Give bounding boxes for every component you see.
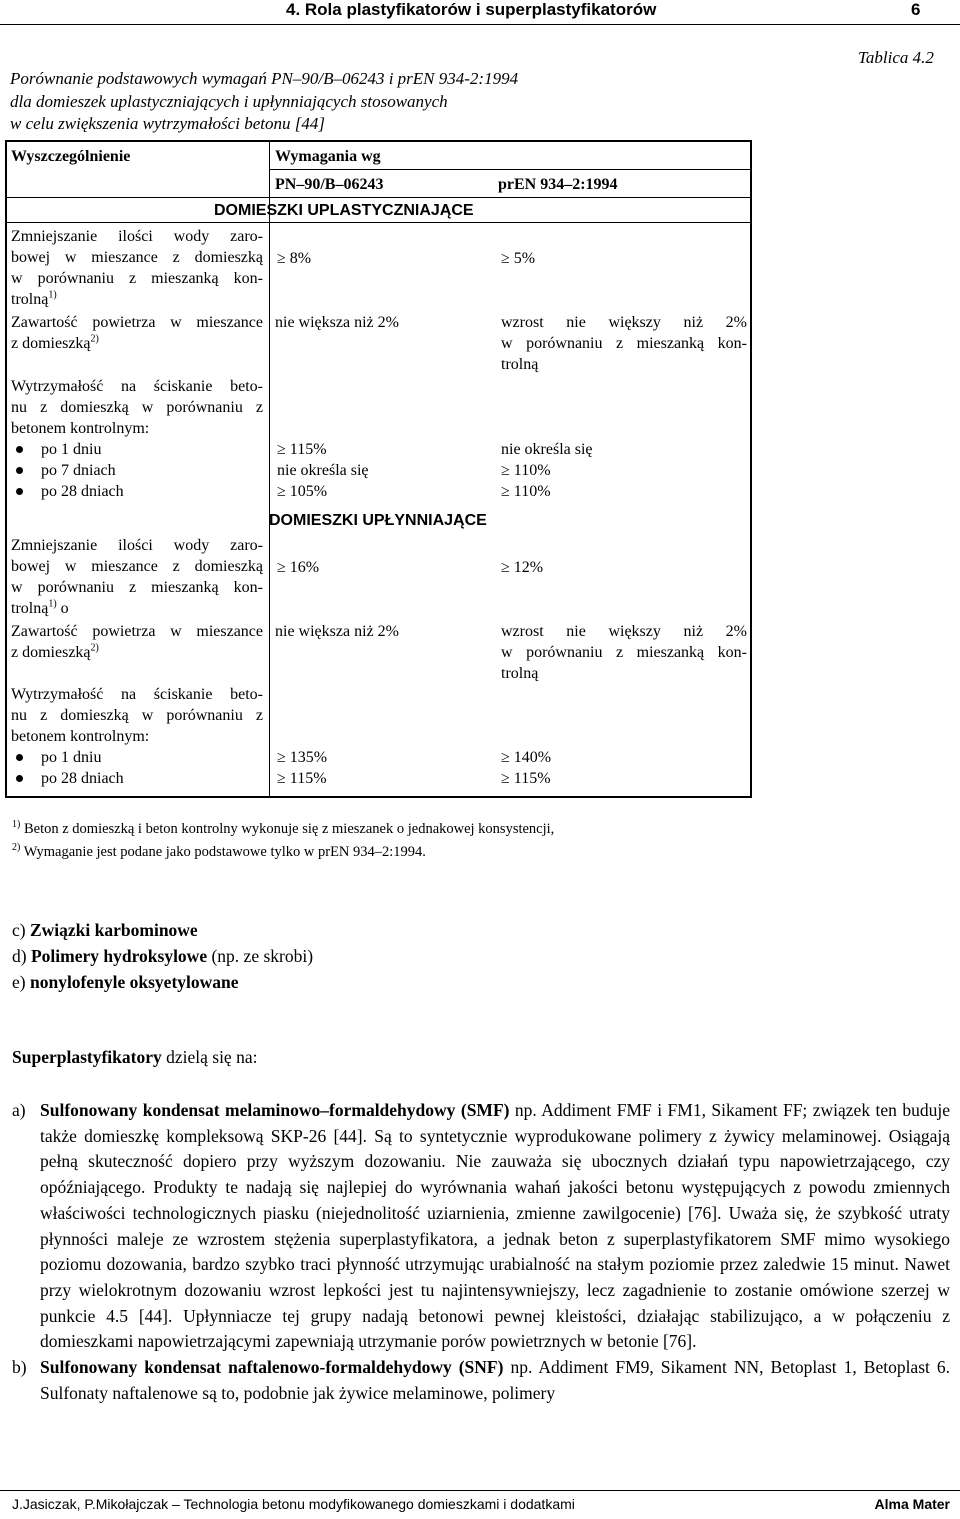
strength-pren-values: nie określa się ≥ 110% ≥ 110%: [501, 441, 593, 500]
column-divider: [269, 142, 270, 798]
standard-pn: PN–90/B–06243: [275, 176, 384, 193]
age-item: po 7 dniach: [11, 460, 263, 481]
section-divider: [7, 222, 750, 223]
caption-line: dla domieszek uplastyczniających i upłynniających stosowanych: [10, 91, 448, 111]
row-compressive-strength: Wytrzymałość na ściskanie beto- nu z domieszką w porównaniu z betonem kontrolnym: po 1 dniu po 7 dniach po 28 dniach: [11, 378, 263, 500]
age-item: po 28 dniach: [11, 768, 263, 789]
header-rule: [0, 24, 960, 25]
col-header-item: Wyszczególnienie: [11, 148, 131, 165]
page-number: 6: [911, 0, 921, 19]
row-air-content: Zawartość powietrza w mieszance z domieszką$^{2)}$: [11, 314, 263, 352]
requirements-table: [5, 140, 752, 798]
caption-line: Porównanie podstawowych wymagań PN–90/B–06243 i prEN 934-2:1994: [10, 69, 519, 88]
water-pren-value: ≥ 12%: [501, 559, 544, 576]
air-pren-value: wzrost nie większy niż 2% w porównaniu z mieszanką kon- trolną: [501, 623, 747, 682]
running-header-title: 4. Rola plastyfikatorów i superplastyfikatorów: [286, 0, 657, 19]
table-footnotes: [12, 818, 554, 864]
superplasticizer-list: [12, 1098, 950, 1406]
caption-line: w celu zwiększenia wytrzymałości betonu [44]: [10, 114, 325, 133]
row-air-content: Zawartość powietrza w mieszance z domieszką$^{2)}$: [11, 623, 263, 661]
standard-pren: prEN 934–2:1994: [498, 176, 618, 193]
section-heading-superplasticizers: DOMIESZKI UPŁYNNIAJĄCE: [269, 512, 487, 529]
air-pn-value: nie większa niż 2%: [275, 623, 399, 640]
list-item: a) Sulfonowany kondensat melaminowo–formaldehydowy (SMF) np. Addiment FMF i FM1, Sikament FF; związek ten buduje także domieszkę kompleksową SKP-26 [44]. Są to syntetycznie wyprodukowane polimery z żywicy melaminowej. Osiągają pełną skuteczność dopiero przy wyższym dozowaniu. Nie zauważa się ubocznych działań typu napowietrzającego, czy opóźniającego. Produkty te nadają się najlepiej do wyrównania wahań jakości betonu występujących z powodu zmiennych właściwości technologicznych piasku (niejednolitość uziarnienia, zmienne zawilgocenie) [76]. Uważa się, że szybkość utraty płynności maleje ze wzrostem stężenia superplastyfikatora, a jednak beton z superplastyfikatorem SMF mimo wysokiego poziomu dozowania, bardzo szybko traci płynność utrzymując urabialność na stałym poziomie przez zaledwie 15 minut. Nawet przy wielokrotnym dozowaniu wzrost lepkości jest tu najintensywniejszy, lecz zagadnienie to zostanie omówione szerzej w punkcie 4.5 [44]. Upłynniacze tej grupy nadają betonowi pewnej kleistości, działając stabilizująco, a w połączeniu z domieszkami napowietrzającymi zapewniają utrzymanie porów powietrznych w betonie [76].: [12, 1100, 950, 1352]
footer-publisher: Alma Mater: [874, 1496, 950, 1512]
water-pn-value: ≥ 8%: [277, 250, 312, 267]
header-divider: [269, 169, 750, 170]
water-pren-value: ≥ 5%: [501, 250, 536, 267]
footer-rule: [0, 1490, 960, 1491]
air-pn-value: nie większa niż 2%: [275, 314, 399, 331]
list-item: d) Polimery hydroksylowe (np. ze skrobi): [12, 946, 314, 966]
table-caption: [10, 68, 518, 136]
age-item: po 1 dniu: [11, 439, 263, 460]
water-pn-value: ≥ 16%: [277, 559, 320, 576]
header-divider: [7, 197, 750, 198]
age-item: po 1 dniu: [11, 747, 263, 768]
list-item: c) Związki karbominowe: [12, 920, 198, 940]
strength-pren-values: ≥ 140% ≥ 115%: [501, 749, 552, 787]
row-compressive-strength: Wytrzymałość na ściskanie beto- nu z domieszką w porównaniu z betonem kontrolnym: po 1 dniu po 28 dniach: [11, 686, 263, 787]
strength-pn-values: ≥ 135% ≥ 115%: [277, 749, 328, 787]
section-heading-plasticizers: DOMIESZKI UPLASTYCZNIAJĄCE: [214, 202, 474, 219]
list-item: e) nonylofenyle oksyetylowane: [12, 972, 239, 992]
footnote: $^{1)}$ Beton z domieszką i beton kontrolny wykonuje się z mieszanek o jednakowej konsystencji,: [12, 819, 555, 837]
footer-authors: J.Jasiczak, P.Mikołajczak – Technologia betonu modyfikowanego domieszkami i dodatkami: [12, 1496, 575, 1512]
air-pren-value: wzrost nie większy niż 2% w porównaniu z mieszanką kon- trolną: [501, 314, 747, 373]
strength-pn-values: ≥ 115% nie określa się ≥ 105%: [277, 441, 369, 500]
table-number: Tablica 4.2: [858, 48, 934, 67]
col-header-requirements: Wymagania wg: [275, 148, 381, 165]
list-item: b) Sulfonowany kondensat naftalenowo-formaldehydowy (SNF) np. Addiment FM9, Sikament NN, Betoplast 1, Betoplast 6. Sulfonaty naftalenowe są to, podobnie jak żywice melaminowe, polimery: [12, 1357, 951, 1403]
row-water-reduction: Zmniejszanie ilości wody zaro- bowej w mieszance z domieszką w porównaniu z mieszanką kon- trolną$^{1)}$: [11, 228, 263, 308]
superplasticizers-intro: Superplastyfikatory dzielą się na:: [12, 1047, 258, 1067]
age-item: po 28 dniach: [11, 481, 263, 502]
row-water-reduction: Zmniejszanie ilości wody zaro- bowej w mieszance z domieszką w porównaniu z mieszanką kon- trolną$^{1)}$ o: [11, 537, 263, 617]
plasticizer-list: [12, 917, 313, 995]
footnote: $^{2)}$ Wymaganie jest podane jako podstawowe tylko w prEN 934–2:1994.: [12, 842, 426, 860]
